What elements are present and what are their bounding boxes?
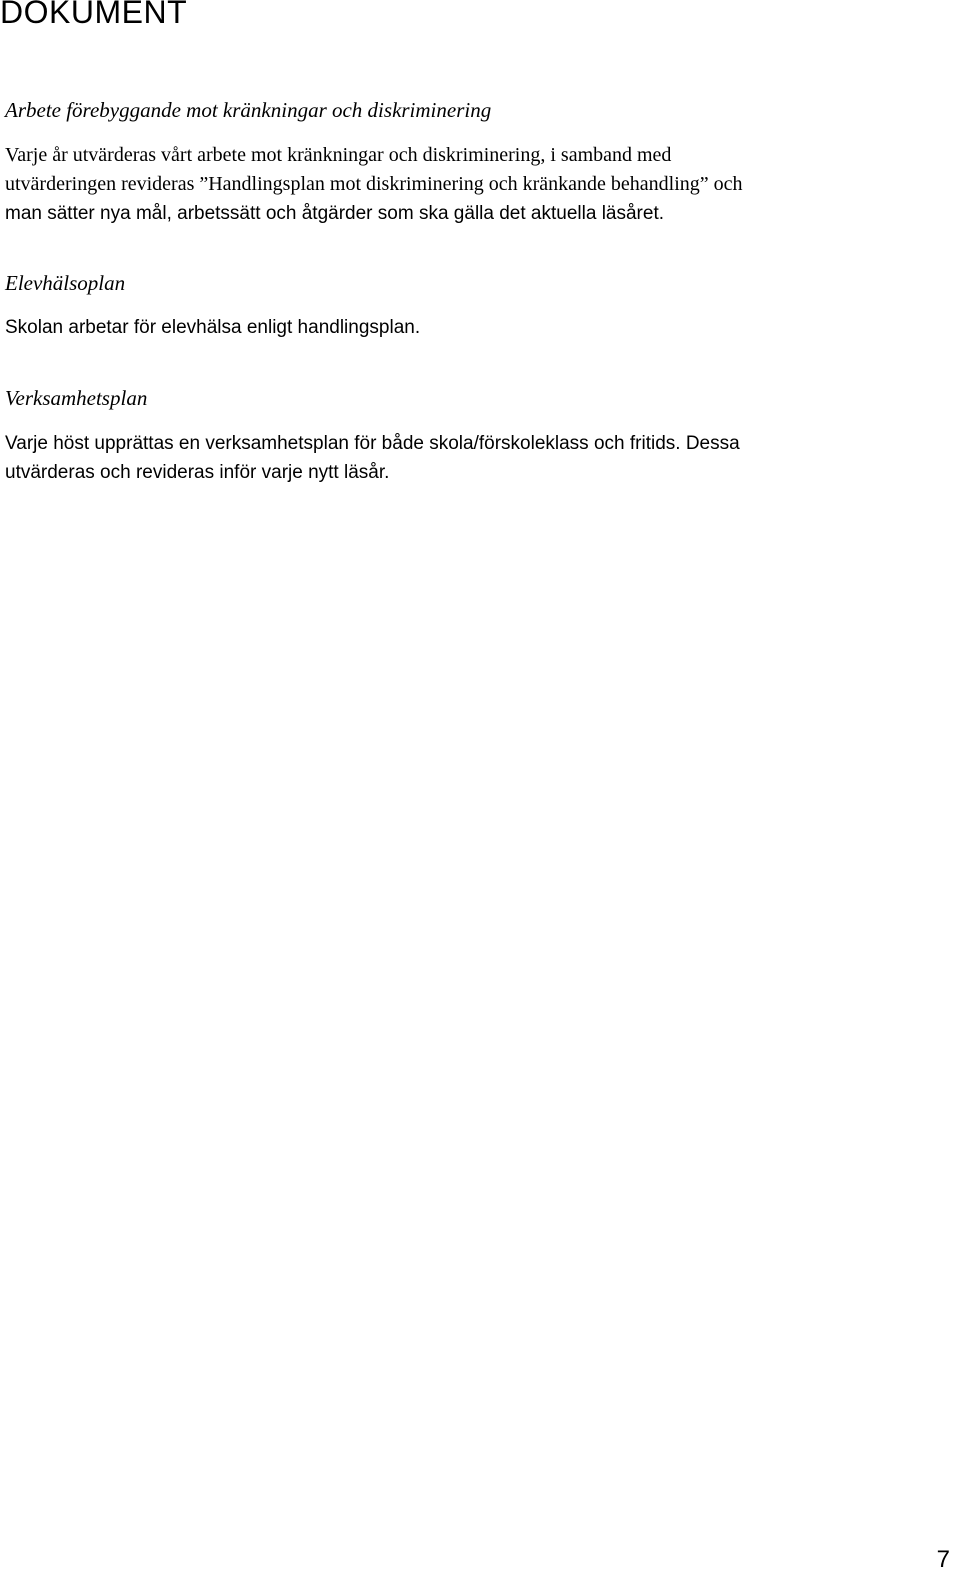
body-line: man sätter nya mål, arbetssätt och åtgärder som ska gälla det aktuella läsåret. bbox=[5, 203, 664, 224]
body-line: utvärderas och revideras inför varje nytt läsår. bbox=[5, 462, 390, 483]
body-line: utvärderingen revideras ”Handlingsplan mot diskriminering och kränkande behandling” och bbox=[5, 173, 743, 195]
section-heading-student-health: Elevhälsoplan bbox=[5, 271, 126, 295]
body-line: Varje höst upprättas en verksamhetsplan för både skola/förskoleklass och fritids. Dessa bbox=[5, 433, 740, 454]
section-heading-operational-plan: Verksamhetsplan bbox=[5, 386, 148, 410]
document-title: DOKUMENT bbox=[0, 0, 188, 30]
section-body-prevention bbox=[5, 141, 955, 228]
body-line: Varje år utvärderas vårt arbete mot kränkningar och diskriminering, i samband med bbox=[5, 144, 672, 166]
page-number: 7 bbox=[936, 1546, 950, 1573]
section-body-student-health bbox=[5, 313, 955, 342]
section-heading-prevention: Arbete förebyggande mot kränkningar och diskriminering bbox=[5, 98, 492, 122]
body-line: Skolan arbetar för elevhälsa enligt handlingsplan. bbox=[5, 317, 421, 338]
section-body-operational-plan bbox=[5, 429, 955, 487]
